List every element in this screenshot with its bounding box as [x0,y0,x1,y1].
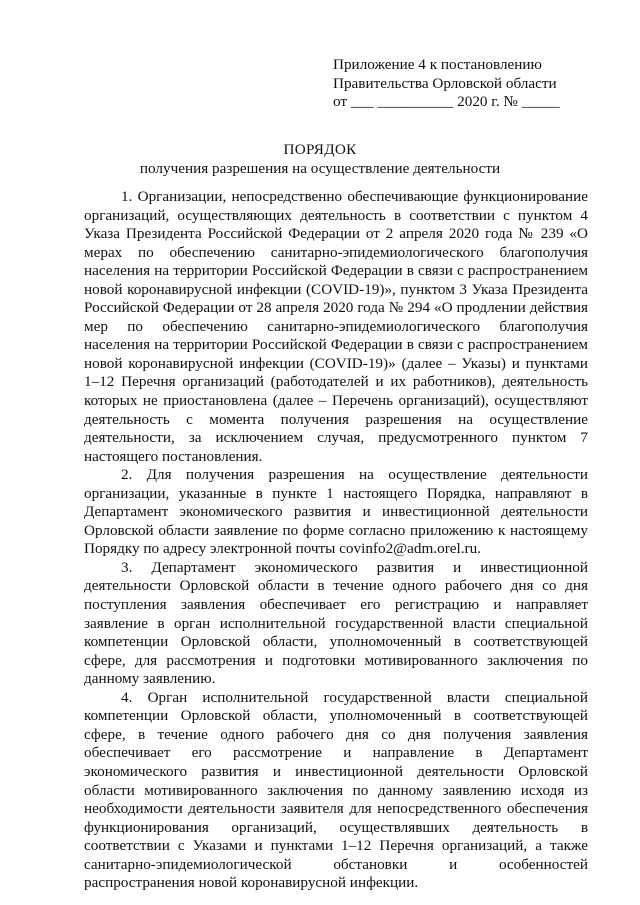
document-body [84,188,588,893]
paragraph-2: 2. Для получения разрешения на осуществление деятельности организации, указанные в пункте 1 настоящего Порядка, направляют в Департамент экономического развития и инвестиционной деятельности Орловской области заявление по форме согласно приложению к настоящему Порядку по адресу электронной почты covinfo2@adm.orel.ru. [84,466,588,558]
annex-header [333,56,573,112]
paragraph-3: 3. Департамент экономического развития и инвестиционной деятельности Орловской области в течение одного рабочего дня со дня поступления заявления обеспечивает его регистрацию и направляет заявление в орган исполнительной государственной власти специальной компетенции Орловской области, уполномоченный в соответствующей сфере, для рассмотрения и подготовки мотивированного заключения по данному заявлению. [84,558,588,688]
annex-line-3: от ___ __________ 2020 г. № _____ [333,93,560,111]
paragraph-4: 4. Орган исполнительной государственной власти специальной компетенции Орловской области, уполномоченный в соответствующей сфере, в течение одного рабочего дня со дня получения заявления обеспечивает его рассмотрение и направление в Департамент экономического развития и инвестиционной деятельности Орловской области мотивированного заключения по данному заявлению исходя из необходимости деятельности заявителя для непосредственного обеспечения функционирования организаций, осуществлявших деятельность в соответствии с Указами и пунктами 1–12 Перечня организаций, а также санитарно-эпидемиологической обстановки и особенностей распространения новой коронавирусной инфекции. [84,688,588,892]
annex-line-1: Приложение 4 к постановлению [333,56,542,73]
annex-line-2: Правительства Орловской области [333,74,557,92]
document-subtitle: получения разрешения на осуществление деятельности [139,160,501,177]
document-title: ПОРЯДОК [283,141,357,158]
paragraph-1: 1. Организации, непосредственно обеспечивающие функционирование организаций, осуществляющих деятельность в соответствии с пунктом 4 Указа Президента Российской Федерации от 2 апреля 2020 года № 239 «О мерах по обеспечению санитарно-эпидемиологического благополучия населения на территории Российской Федерации в связи с распространением новой коронавирусной инфекции (COVID-19)», пунктом 3 Указа Президента Российской Федерации от 28 апреля 2020 года № 294 «О продлении действия мер по обеспечению санитарно-эпидемиологического благополучия населения на территории Российской Федерации в связи с распространением новой коронавирусной инфекции (COVID-19)» (далее – Указы) и пунктами 1–12 Перечня организаций (работодателей и их работников), деятельность которых не приостановлена (далее – Перечень организаций), осуществляют деятельность с момента получения разрешения на осуществление деятельности, за исключением случая, предусмотренного пунктом 7 настоящего постановления. [84,188,588,465]
